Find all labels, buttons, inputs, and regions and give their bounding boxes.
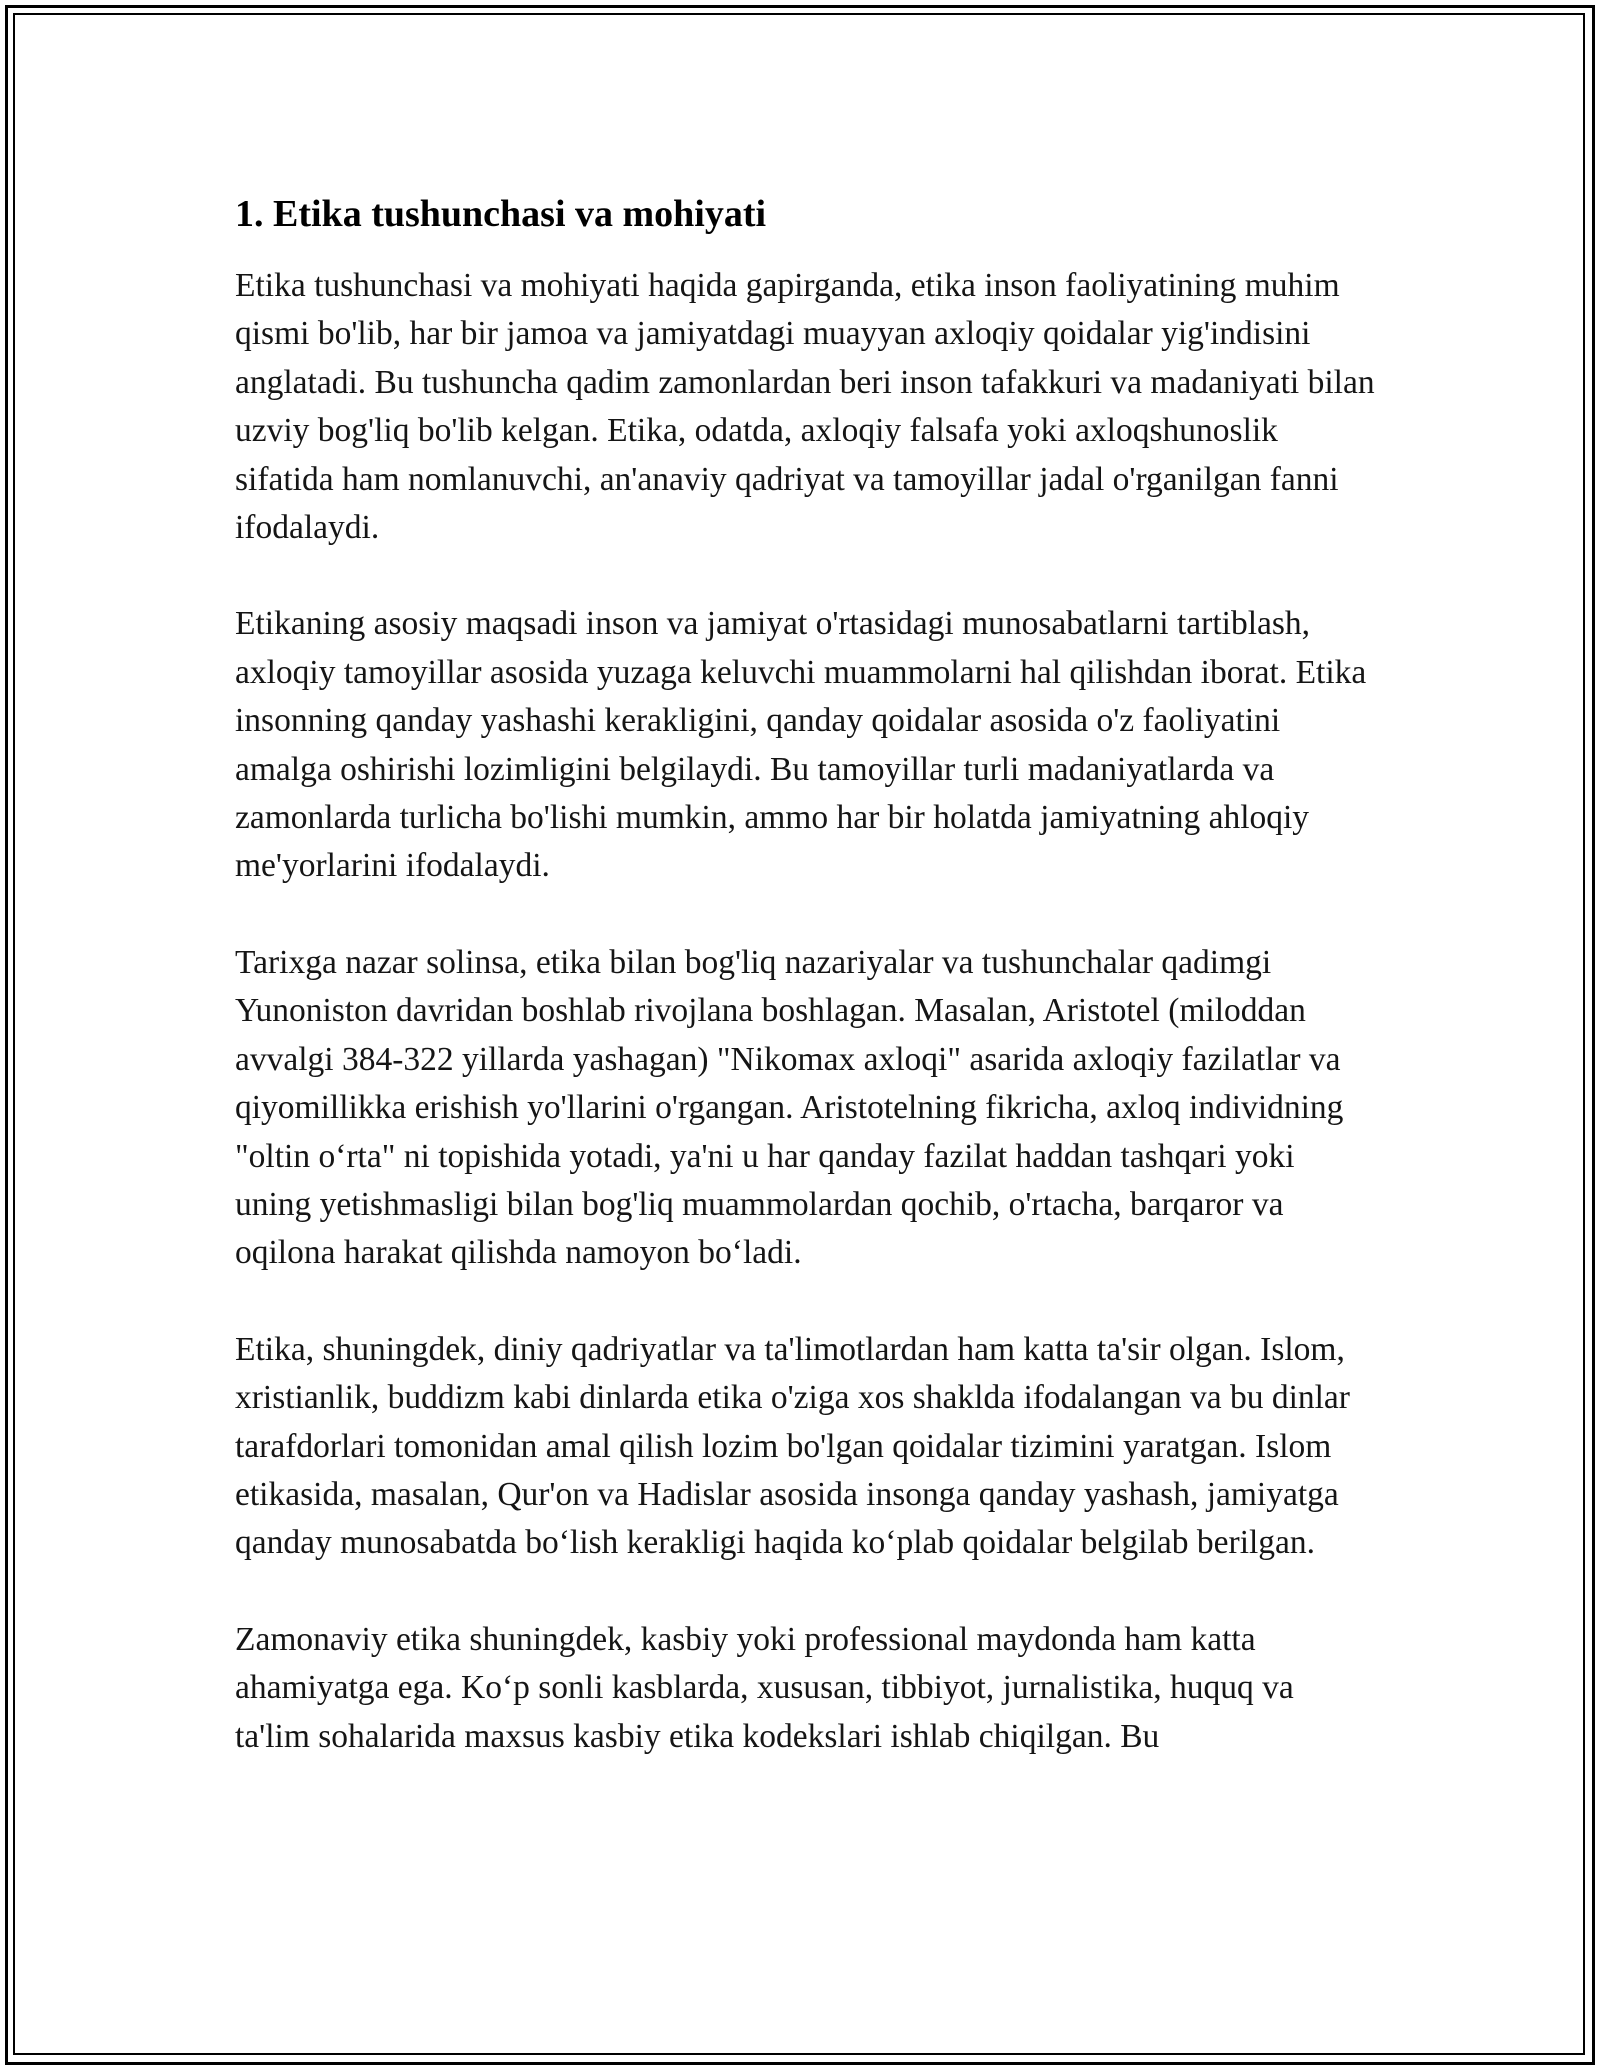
document-body — [235, 188, 1375, 1761]
paragraph-zamonaviy-etika: Zamonaviy etika shuningdek, kasbiy yoki professional maydonda ham katta ahamiyatga ega. Ko‘p sonli kasblarda, xususan, tibbiyot, jurnalistika, huquq va ta'lim sohalarida maxsus kasbiy etika kodekslari ishlab chiqilgan. Bu — [235, 1620, 1294, 1755]
section-heading: 1. Etika tushunchasi va mohiyati — [235, 193, 767, 235]
paragraph-tarix: Tarixga nazar solinsa, etika bilan bog'liq nazariyalar va tushunchalar qadimgi Yunoniston davridan boshlab rivojlana boshlagan. Masalan, Aristotel (miloddan avvalgi 384-322 yillarda yashagan) "Nikomax axloqi" asarida axloqiy fazilatlar va qiyomillikka erishish yo'llarini o'rgangan. Aristotelning fikricha, axloq individning "oltin o‘rta" ni topishida yotadi, ya'ni u har qanday fazilat haddan tashqari yoki uning yetishmasligi bilan bog'liq muammolardan qochib, o'rtacha, barqaror va oqilona harakat qilishda namoyon bo‘ladi. — [235, 943, 1344, 1272]
paragraph-etika-tushunchasi: Etika tushunchasi va mohiyati haqida gapirganda, etika inson faoliyatining muhim qismi bo'lib, har bir jamoa va jamiyatdagi muayyan axloqiy qoidalar yig'indisini anglatadi. Bu tushuncha qadim zamonlardan beri inson tafakkuri va madaniyati bilan uzviy bog'liq bo'lib kelgan. Etika, odatda, axloqiy falsafa yoki axloqshunoslik sifatida ham nomlanuvchi, an'anaviy qadriyat va tamoyillar jadal o'rganilgan fanni ifodalaydi. — [235, 267, 1375, 547]
paragraph-diniy-qadriyatlar: Etika, shuningdek, diniy qadriyatlar va ta'limotlardan ham katta ta'sir olgan. Islom, xristianlik, buddizm kabi dinlarda etika o'ziga xos shaklda ifodalangan va bu dinlar tarafdorlari tomonidan amal qilish lozim bo'lgan qoidalar tizimini yaratgan. Islom etikasida, masalan, Qur'on va Hadislar asosida insonga qanday yashash, jamiyatga qanday munosabatda bo‘lish kerakligi haqida ko‘plab qoidalar belgilab berilgan. — [235, 1330, 1350, 1562]
paragraph-asosiy-maqsad: Etikaning asosiy maqsadi inson va jamiyat o'rtasidagi munosabatlarni tartiblash, axloqiy tamoyillar asosida yuzaga keluvchi muammolarni hal qilishdan iborat. Etika insonning qanday yashashi kerakligini, qanday qoidalar asosida o'z faoliyatini amalga oshirishi lozimligini belgilaydi. Bu tamoyillar turli madaniyatlarda va zamonlarda turlicha bo'lishi mumkin, ammo har bir holatda jamiyatning ahloqiy me'yorlarini ifodalaydi. — [235, 605, 1367, 885]
